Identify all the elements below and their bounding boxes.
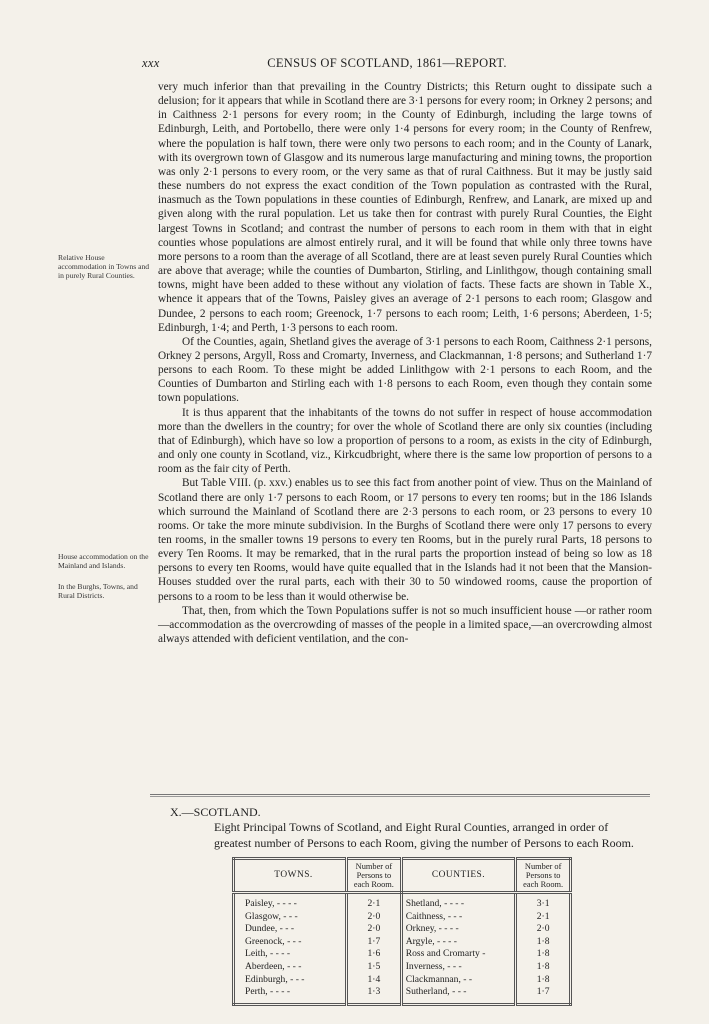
county-value: 1·8	[516, 961, 571, 974]
town-value: 2·1	[347, 893, 402, 911]
county-name: Inverness, - - -	[405, 960, 462, 972]
table-caption-lead: X.—SCOTLAND.	[170, 805, 261, 819]
town-name: Dundee, - - -	[245, 923, 295, 935]
page-title: CENSUS OF SCOTLAND, 1861—REPORT.	[267, 56, 507, 70]
table-row	[234, 936, 571, 949]
table-row	[234, 948, 571, 961]
town-name: Greenock, - - -	[245, 935, 302, 947]
county-value: 1·8	[516, 936, 571, 949]
county-name: Sutherland, - - -	[405, 986, 467, 998]
town-name: Glasgow, - - -	[245, 910, 298, 922]
town-name: Aberdeen, - - -	[245, 960, 302, 972]
margin-note: House accommodation on the Mainland and Islands.	[58, 552, 149, 571]
county-value: 1·8	[516, 948, 571, 961]
town-value: 2·0	[347, 911, 402, 924]
table-row	[234, 961, 571, 974]
section-divider	[150, 794, 650, 797]
town-value: 1·4	[347, 974, 402, 987]
county-value: 1·7	[516, 986, 571, 1004]
running-header	[142, 56, 632, 74]
county-name: Orkney, - - - -	[405, 923, 459, 935]
table-row	[234, 893, 571, 911]
table-row	[234, 911, 571, 924]
table-caption-text: Eight Principal Towns of Scotland, and Eight Rural Counties, arranged in order of greatest number of Persons to each Room, giving the number of Persons to each Room.	[214, 820, 634, 850]
towns-header: TOWNS.	[234, 859, 347, 893]
town-value: 1·6	[347, 948, 402, 961]
paragraph: Of the Counties, again, Shetland gives the average of 3·1 persons to each Room, Caithness 2·1 persons, Orkney 2 persons, Argyll, Ross and Cromarty, Inverness, and Clackmannan, 1·8 persons; and Sutherland 1·7 persons to each Room. To these might be added Linlithgow with 2·1 persons to each Room, and the Counties of Dumbarton and Stirling each with 1·8 persons to each Room, even though they contain some town populations.	[158, 335, 652, 405]
counties-header: COUNTIES.	[401, 859, 516, 893]
town-value: 2·0	[347, 923, 402, 936]
census-table	[232, 857, 572, 1006]
counties-value-header: Number of Persons to each Room.	[516, 859, 571, 893]
table-caption	[170, 805, 648, 851]
town-value: 1·3	[347, 986, 402, 1004]
county-name: Caithness, - - -	[405, 910, 463, 922]
paragraph: It is thus apparent that the inhabitants of the towns do not suffer in respect of house accommodation more than the dwellers in the country; for over the whole of Scotland there are only six counties (including that of Edinburgh), which have so low a proportion of persons to a room, as exists in the city of Edinburgh, and only one county in Scotland, viz., Kirkcudbright, where there is the same low proportion of persons to a room as the fair city of Perth.	[158, 406, 652, 476]
paragraph: But Table VIII. (p. xxv.) enables us to see this fact from another point of view. Thus on the Mainland of Scotland there are only 1·7 persons to each Room, or 17 persons to every ten rooms; but in the 186 Islands which surround the Mainland of Scotland there are 2·3 persons to each room, or 23 persons to every 10 rooms. Or take the more minute subdivision. In the Burghs of Scotland there were only 17 persons to every ten rooms, in the smaller towns 19 persons to every ten Rooms, but in the purely rural Parts, 18 persons to every Ten Rooms. It may be remarked, that in the rural parts the proportion instead of being so low as 18 persons to every ten Rooms, would have quite equalled that in the Islands had it not been that the Mansion-Houses studded over the rural parts, each with their 30 to 50 windowed rooms, cause the proportion of persons to a room to be less than it would otherwise be.	[158, 477, 652, 603]
county-name: Clackmannan, - -	[405, 973, 473, 985]
body-text	[158, 80, 652, 646]
table-row	[234, 923, 571, 936]
county-name: Shetland, - - - -	[405, 898, 465, 909]
margin-note: Relative House accommodation in Towns and in purely Rural Counties.	[58, 253, 150, 281]
county-name: Argyle, - - - -	[405, 935, 457, 947]
county-name: Ross and Cromarty -	[405, 948, 486, 960]
paragraph: very much inferior than that prevailing in the Country Districts; this Return ought to dissipate such a delusion; for it appears that while in Scotland there are 3·1 persons for every room; in Orkney 2 persons; and in Caithness 2·1 persons for every room; in the County of Edinburgh, including the large towns of Edinburgh, Leith, and Portobello, there were only 1·4 persons for every room; in the County of Renfrew, where the population is half town, there were only two persons to each room; and in the County of Lanark, with its overgrown town of Glasgow and its numerous large manufacturing and mining towns, the proportion was only 2·1 persons to every room, or the very same as that of rural Caithness. But it may be justly said these numbers do not express the exact condition of the Town population as contrasted with the Rural, inasmuch as the Town populations in these counties of Edinburgh, Renfrew, and Lanark, are mixed up and given along with the rural population. Let us take then for contrast with purely Rural Counties, the Eight largest Towns in Scotland; and contrast the number of persons to each room in them with that in eight counties whose populations are almost entirely rural, and it will be found that while only three towns have more persons to a room than the average of all Scotland, there are at least seven purely Rural Counties which are above that average; while the counties of Dumbarton, Stirling, and Linlithgow, though containing small towns, might have been added to these without any violation of facts. These facts are shown in Table X., whence it appears that of the Towns, Paisley gives an average of 2·1 persons to each room; Glasgow and Dundee, 2 persons to each room; Greenock, 1·7 persons to each room; Leith, 1·6 persons; Aberdeen, 1·5; Edinburgh, 1·4; and Perth, 1·3 persons to each room.	[158, 81, 652, 334]
town-name: Edinburgh, - - -	[245, 973, 305, 985]
town-value: 1·7	[347, 936, 402, 949]
towns-value-header: Number of Persons to each Room.	[347, 859, 402, 893]
town-value: 1·5	[347, 961, 402, 974]
paragraph: That, then, from which the Town Populations suffer is not so much insufficient house —or rather room—accommodation as the overcrowding of masses of the people in a limited space,—an overcrowding almost always attended with deficient ventilation, and the con-	[158, 604, 652, 646]
county-value: 2·0	[516, 923, 571, 936]
county-value: 2·1	[516, 911, 571, 924]
town-name: Leith, - - - -	[245, 948, 291, 960]
county-value: 1·8	[516, 974, 571, 987]
county-value: 3·1	[516, 893, 571, 911]
page-number: xxx	[142, 56, 160, 70]
town-name: Paisley, - - - -	[245, 898, 297, 909]
table-row	[234, 986, 571, 1004]
table-header-row	[234, 859, 571, 893]
town-name: Perth, - - - -	[245, 986, 291, 998]
table-row	[234, 974, 571, 987]
margin-note: In the Burghs, Towns, and Rural Districts.	[58, 582, 138, 601]
